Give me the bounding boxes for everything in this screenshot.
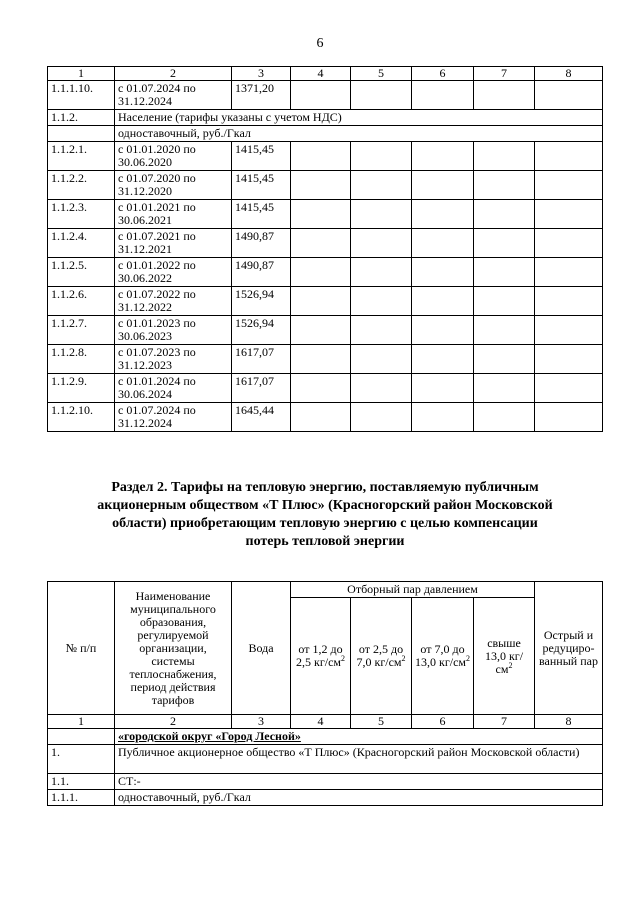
empty-cell [291,287,351,316]
empty-cell [291,345,351,374]
period-cell: с 01.01.2023 по 30.06.2023 [115,316,232,345]
organization-name: Публичное акционерное общество «Т Плюс» (Красногорский район Московской области) [115,745,603,774]
header-pressure-4: свыше 13,0 $кг/см^2$ [474,598,535,715]
column-number-row [48,67,603,81]
empty-cell [291,374,351,403]
col-number: 1 [48,67,115,81]
row-number: 1.1.2.2. [48,171,115,200]
table-row [48,171,603,200]
header-number: № п/п [48,582,115,715]
empty-cell [412,171,474,200]
empty-cell [474,316,535,345]
row-number: 1.1.2.4. [48,229,115,258]
category-label: одноставочный, руб./Гкал [115,126,603,142]
empty-cell [291,142,351,171]
period-cell: с 01.07.2022 по 31.12.2022 [115,287,232,316]
col-number: 8 [535,715,603,729]
tariff-type: одноставочный, руб./Гкал [115,790,603,806]
row-number: 1. [48,745,115,774]
empty-cell [474,403,535,432]
empty-cell [474,287,535,316]
row-number [48,126,115,142]
empty-cell [474,345,535,374]
empty-cell [474,374,535,403]
empty-cell [351,403,412,432]
empty-cell [351,200,412,229]
row-number: 1.1.2.8. [48,345,115,374]
col-number: 2 [115,67,232,81]
col-number: 2 [115,715,232,729]
empty-cell [291,200,351,229]
empty-cell [412,316,474,345]
empty-cell [535,403,603,432]
period-cell: с 01.07.2020 по 31.12.2020 [115,171,232,200]
row-number: 1.1.1. [48,790,115,806]
period-cell: с 01.07.2021 по 31.12.2021 [115,229,232,258]
empty-cell [351,258,412,287]
period-cell: с 01.07.2024 по 31.12.2024 [115,403,232,432]
table-row [48,258,603,287]
empty-cell [291,171,351,200]
tariff-value-cell: 1371,20 [232,81,291,110]
period-cell: с 01.01.2020 по 30.06.2020 [115,142,232,171]
empty-cell [412,229,474,258]
empty-cell [291,81,351,110]
row-number: 1.1.2.5. [48,258,115,287]
table-row [48,142,603,171]
period-cell: с 01.07.2024 по 31.12.2024 [115,81,232,110]
table-row [48,403,603,432]
empty-cell [535,345,603,374]
tariff-value-cell: 1617,07 [232,374,291,403]
table-row [48,345,603,374]
period-cell: с 01.01.2024 по 30.06.2024 [115,374,232,403]
col-number: 3 [232,67,291,81]
col-number: 5 [351,715,412,729]
empty-cell [474,200,535,229]
col-number: 4 [291,67,351,81]
table-row [48,374,603,403]
tariff-value-cell: 1617,07 [232,345,291,374]
header-steam-group: Отборный пар давлением [291,582,535,598]
empty-cell [535,258,603,287]
empty-cell [412,403,474,432]
tariff-value-cell: 1415,45 [232,171,291,200]
empty-cell [412,200,474,229]
empty-cell [535,374,603,403]
period-cell: с 01.01.2021 по 30.06.2021 [115,200,232,229]
header-pressure-1: от 1,2 до 2,5 $кг/см^2$ [291,598,351,715]
empty-cell [291,403,351,432]
tariff-table-continued [47,66,603,432]
empty-cell [535,142,603,171]
table-row [48,316,603,345]
empty-cell [535,171,603,200]
col-number: 4 [291,715,351,729]
empty-cell [535,316,603,345]
row-number: 1.1.2.3. [48,200,115,229]
table-row [48,81,603,110]
col-number: 6 [412,67,474,81]
section-2-title: Раздел 2. Тарифы на тепловую энергию, поставляемую публичным акционерным обществом «Т Плюс» (Красногорский район Московской области) приобретающим тепловую энергию с целью компенсации потерь тепловой энергии [97,480,553,549]
col-number: 7 [474,67,535,81]
col-number: 8 [535,67,603,81]
header-pressure-3: от 7,0 до 13,0 $кг/см^2$ [412,598,474,715]
header-water: Вода [232,582,291,715]
header-sharp-steam: Острый и редуциро-ванный пар [535,582,603,715]
section-2-tariff-table [47,581,603,806]
empty-cell [351,81,412,110]
col-number: 7 [474,715,535,729]
empty-cell [351,171,412,200]
row-number: 1.1.2.10. [48,403,115,432]
row-number: 1.1.1.10. [48,81,115,110]
column-number-row [48,715,603,729]
table-row [48,200,603,229]
empty-cell [474,171,535,200]
empty-cell [474,142,535,171]
col-number: 6 [412,715,474,729]
tariff-value-cell: 1526,94 [232,316,291,345]
tariff-value-cell: 1415,45 [232,200,291,229]
empty-cell [412,287,474,316]
empty-cell [351,142,412,171]
empty-cell [412,81,474,110]
tariff-value-cell: 1645,44 [232,403,291,432]
empty-cell [351,374,412,403]
row-number: 1.1.2.1. [48,142,115,171]
empty-cell [535,81,603,110]
row-number: 1.1.2.7. [48,316,115,345]
empty-cell [48,729,115,745]
header-pressure-2: от 2,5 до 7,0 $кг/см^2$ [351,598,412,715]
empty-cell [474,258,535,287]
row-number: 1.1.2.9. [48,374,115,403]
table-row [48,110,603,126]
empty-cell [351,287,412,316]
category-label: Население (тарифы указаны с учетом НДС) [115,110,603,126]
empty-cell [412,374,474,403]
tariff-value-cell: 1490,87 [232,229,291,258]
tariff-value-cell: 1490,87 [232,258,291,287]
col-number: 1 [48,715,115,729]
header-name: Наименование муниципального образования, регулируемой организации, системы теплоснабжения, период действия тарифов [115,582,232,715]
empty-cell [412,142,474,171]
empty-cell [351,345,412,374]
empty-cell [351,229,412,258]
tariff-value-cell: 1415,45 [232,142,291,171]
empty-cell [412,345,474,374]
table-row [48,126,603,142]
row-number: 1.1.2.6. [48,287,115,316]
period-cell: с 01.07.2023 по 31.12.2023 [115,345,232,374]
page-number: 6 [316,36,324,51]
tariff-value-cell: 1526,94 [232,287,291,316]
row-number: 1.1. [48,774,115,790]
empty-cell [474,81,535,110]
system-name: СТ:- [115,774,603,790]
empty-cell [412,258,474,287]
empty-cell [535,229,603,258]
table-row [48,229,603,258]
empty-cell [535,200,603,229]
col-number: 5 [351,67,412,81]
empty-cell [351,316,412,345]
district-name: «городской округ «Город Лесной» [115,729,603,745]
empty-cell [291,229,351,258]
empty-cell [474,229,535,258]
col-number: 3 [232,715,291,729]
period-cell: с 01.01.2022 по 30.06.2022 [115,258,232,287]
row-number: 1.1.2. [48,110,115,126]
empty-cell [291,316,351,345]
empty-cell [291,258,351,287]
empty-cell [535,287,603,316]
table-row [48,287,603,316]
